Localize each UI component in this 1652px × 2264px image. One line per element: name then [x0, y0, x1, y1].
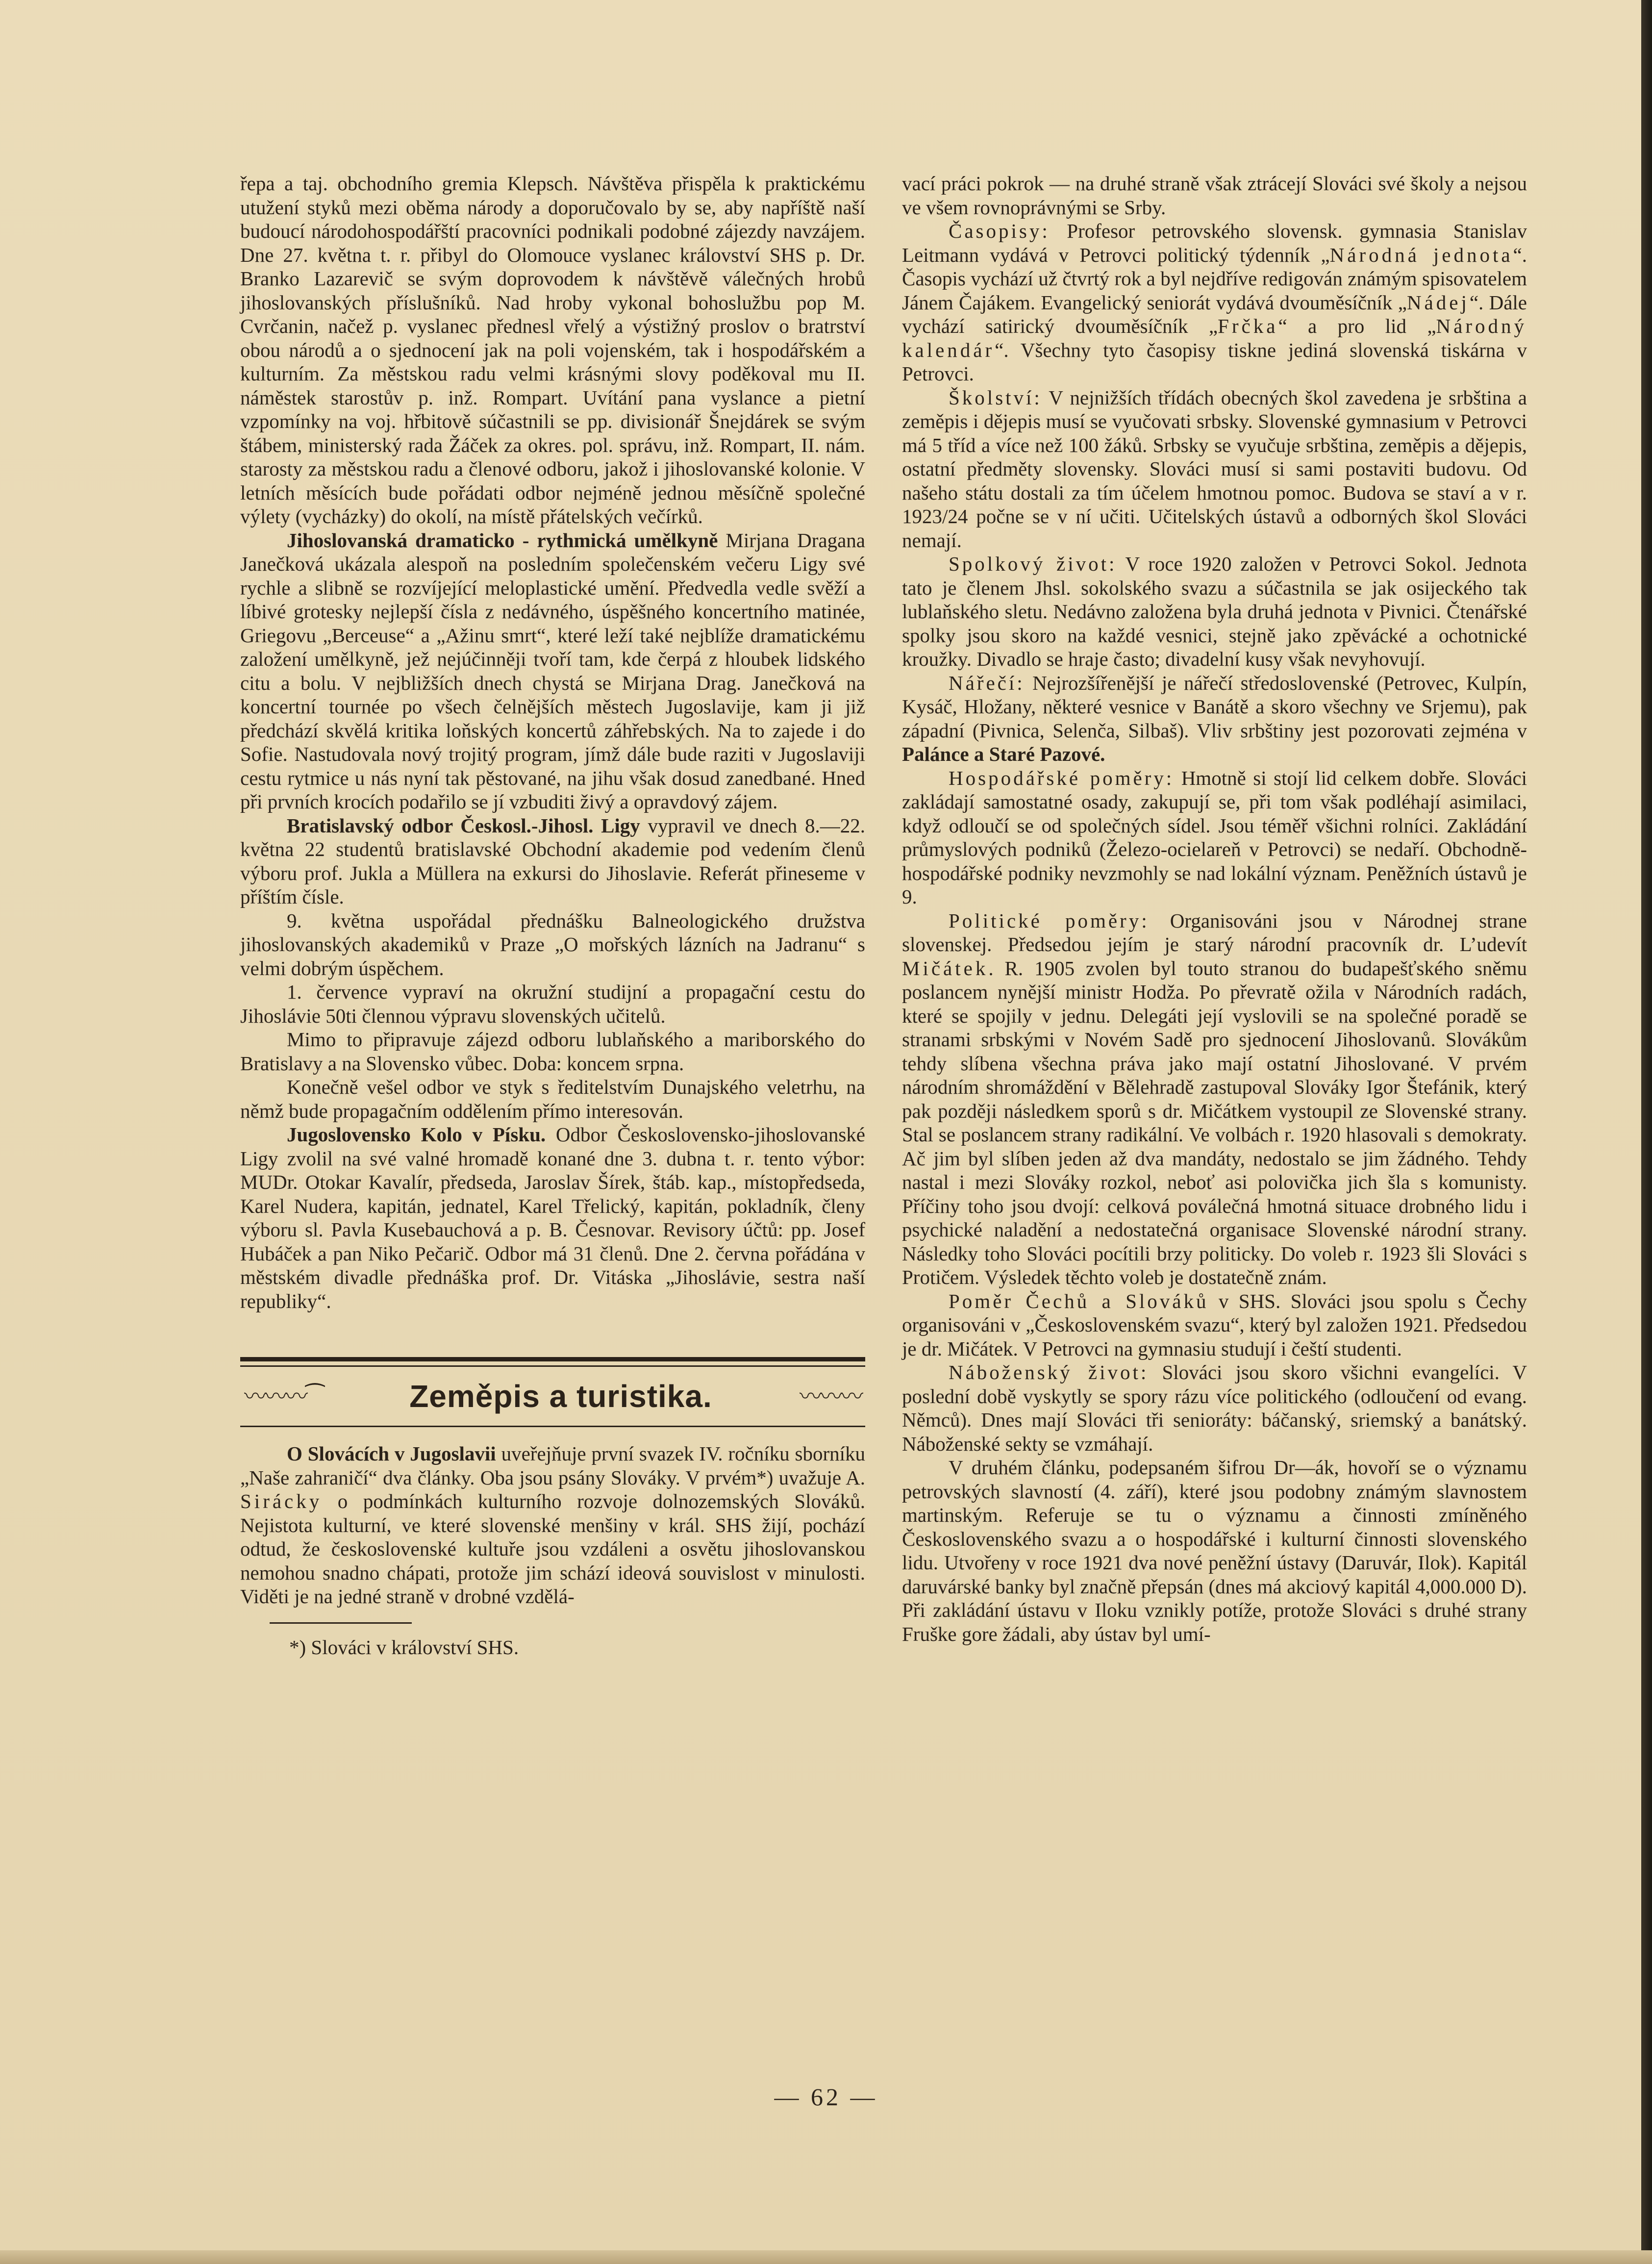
text-periodicals-b: “. Časopis vychází už čtvrtý rok a byl nejdříve redigován známým spisovatelem Jánem Čajákem. Evangelický seniorát vydává dvouměsíčník „	[902, 243, 1527, 314]
text-slovaks-yugoslavia-a: uveřejňuje první svazek IV. ročníku sborníku „Naše zahraničí“ dva články. Oba jsou psány Slováky. V prvém*) uvažuje A.	[240, 1442, 866, 1489]
paragraph-planned-trip: Mimo to připravuje zájezd odboru lublaňského a mariborského do Bratislavy a na Slovensko vůbec. Doba: koncem srpna.	[240, 1028, 865, 1075]
text-politics-a: Organisováni jsou v Národnej strane slovenskej. Předsedou jejím je starý národní pracovník dr. L’udevít	[902, 909, 1527, 956]
section-title: Zeměpis a turistika.	[409, 1378, 712, 1414]
text-periodicals-d: “ a pro lid „	[1278, 315, 1436, 337]
section-rule-thick	[240, 1357, 865, 1361]
heading-economy: Hospodářské poměry:	[949, 766, 1175, 789]
text-bratislava-branch: vypravil ve dnech 8.—22. května 22 studentů bratislavské Obchodní akademie pod vedením členů výboru prof. Jukla a Müllera na exkursi do Jihoslavie. Referát přineseme v příštím čísle.	[240, 814, 865, 908]
paragraph-olomouc-visit: řepa a taj. obchodního gremia Klepsch. Návštěva přispěla k praktickému utužení styků mezi oběma národy a doporučovalo by se, aby napříště naší budoucí národohospodářští pracovníci podnikali podobné zájezdy navzájem. Dne 27. května t. r. přibyl do Olomouce vyslanec království SHS p. Dr. Branko Lazarevič se svým doprovodem k návštěvě válečných hrobů jihoslovanských příslušníků. Nad hroby vykonal bohoslužbu pop M. Cvrčanin, načež p. vyslanec přednesl vřelý a výstižný proslov o bratrství obou národů a o sjednocení jak na poli vojenském, tak i hospodářském a kulturním. Za městskou radu velmi krásnými slovy poděkoval mu II. náměstek starostův p. inž. Rompart. Uvítání pana vyslance a pietní vzpomínky na voj. hřbitově súčastnili se pp. divisionář Šnejdárek se svým štábem, ministerský rada Žáček za okres. pol. správu, inž. Rompart, II. nám. starosty za městskou radu a členové odboru, jakož i jihoslovanské kolonie. V letních měsících bude pořádati odbor nejméně jednou měsíčně společné výlety (vycházky) do okolí, na místě přátelských večírků.	[240, 172, 865, 528]
text-periodicals-c: “. Dále vychází satirický dvouměsíčník „	[902, 291, 1527, 337]
paragraph-religion	[902, 1360, 1527, 1456]
periodical-title: Nádej	[1406, 291, 1470, 314]
paragraph-bratislava-branch	[240, 814, 865, 909]
text-schools: V nejnižších třídách obecných škol zavedena je srbština a zeměpis i dějepis musí se vyučovati srbsky. Slovenské gymnasium v Petrovci má 5 tříd a více než 100 žáků. Srbsky se vyučuje srbština, zeměpis a dějepis, ostatní předměty slovensky. Slováci musí si sami postaviti budovu. Od našeho státu dostali za tím účelem hmotnou pomoc. Budova se staví a v r. 1923/24 počne se v ní učiti. Učitelských ústavů a odborných škol Slováci nemají.	[902, 386, 1527, 552]
heading-dancer: Jihoslovanská dramaticko - rythmická umělkyně	[287, 528, 718, 552]
right-column	[902, 172, 1527, 1646]
wave-ornament-icon: 〰〰〰	[799, 1383, 861, 1409]
left-column	[240, 172, 865, 1659]
text-associations: V roce 1920 založen v Petrovci Sokol. Jednota tato je členem Jhsl. sokolského svazu a súčastnila se jak osijeckého tak lublaňského sletu. Nedávno založena byla druhá jednota v Pivnici. Čtenářské spolky jsou skoro na každé vesnici, stejně jako zpěvácké a ochotnické kroužky. Divadlo se hraje často; divadelní kusy však nevyhovují.	[902, 553, 1527, 670]
paragraph-politics	[902, 909, 1527, 1289]
paragraph-lecture: 9. května uspořádal přednášku Balneologického družstva jihoslovanských akademiků v Praze „O mořských lázních na Jadranu“ s velmi dobrým úspěchem.	[240, 909, 865, 980]
section-title-row	[240, 1367, 865, 1426]
place-names: Palánce a Staré Pazové.	[902, 743, 1105, 765]
footnote-rule	[270, 1622, 412, 1624]
text-pisek-kolo: Odbor Československo-jihoslovanské Ligy zvolil na své valné hromadě konané dne 3. dubna t. r. tento výbor: MUDr. Otokar Kavalír, předseda, Jaroslav Šírek, štáb. kap., místopředseda, Karel Nudera, kapitán, jednatel, Karel Třelický, kapitán, pokladník, členy výboru sl. Pavla Kusebauchová a p. B. Česnovar. Revisory účtů: pp. Josef Hubáček a pan Niko Pečarič. Odbor má 31 členů. Dne 2. června pořádána v městském divadle přednáška prof. Dr. Vitáska „Jihoslávie, sestra naší republiky“.	[240, 1123, 865, 1312]
heading-associations: Spolkový život:	[949, 553, 1117, 575]
text-religion: Slováci jsou skoro všichni evangelíci. V poslední době vyskytly se spory rázu více politického (odloučení od evang. Němců). Dnes mají Slováci tři senioráty: báčanský, sriemský a banátský. Náboženské sekty se vzmáhají.	[902, 1361, 1527, 1455]
author-name: Sirácky	[240, 1490, 323, 1512]
heading-dialect: Nářečí:	[949, 671, 1025, 694]
heading-pisek-kolo: Jugoslovensko Kolo v Písku.	[287, 1123, 546, 1146]
heading-bratislava-branch: Bratislavský odbor Českosl.-Jihosl. Ligy	[287, 814, 640, 837]
paragraph-dancer	[240, 528, 865, 814]
paragraph-czech-slovak-relations	[902, 1289, 1527, 1361]
footnote: *) Slováci v království SHS.	[289, 1635, 519, 1659]
paragraph-economy	[902, 766, 1527, 909]
text-politics-b: . R. 1905 zvolen byl touto stranou do budapešťského sněmu poslancem nynější ministr Hodža. Po převratě ožila v Národních radách, které se spojily v jednu. Delegáti její vyslovili se na společné poradě se stranami srbskými v Novém Sadě pro sjednocení Jihoslovanů. Slovákům tehdy slíbena všechna práva jako mají ostatní Jihoslované. V prvém národním shromáždění v Bělehradě zastupoval Slováky Igor Štefánik, který pak později následkem sporů s dr. Mičátkem vystoupil ze Slovenské strany. Stal se poslancem strany radikální. Ve volbách r. 1920 hlasovali s demokraty. Ač jim byl slíben jeden až dva mandáty, nedostalo se jim žádného. Tehdy nastal i mezi Slováky rozkol, neboť asi polovička jich šla s komunisty. Příčiny toho jsou dvojí: celková poválečná hmotná situace drobného lidu i psychické naladění a nedostatečná organisace Slovenské národní strany. Následky toho Slováci pocítili brzy politicky. Do voleb r. 1923 šli Slováci s Protičem. Výsledek těchto voleb je dostatečně znám.	[902, 956, 1527, 1288]
paragraph-slovaks-yugoslavia	[240, 1442, 865, 1609]
paragraph-continuation: vací práci pokrok — na druhé straně však ztrácejí Slováci své školy a nejsou ve všem rovnoprávnými se Srby.	[902, 172, 1527, 219]
heading-slovaks-yugoslavia: O Slovácích v Jugoslavii	[287, 1442, 496, 1465]
heading-czech-slovak-relations: Poměr Čechů a Slováků	[949, 1289, 1209, 1312]
section-rule-under	[240, 1426, 865, 1427]
periodical-title: Národná jednota	[1329, 243, 1513, 266]
person-name: Mičátek	[902, 956, 989, 980]
paragraph-dialect	[902, 671, 1527, 766]
section-header	[240, 1357, 865, 1427]
paragraph-danube-fair: Konečně vešel odbor ve styk s ředitelstvím Dunajského veletrhu, na němž bude propagačním oddělením přímo interesován.	[240, 1076, 865, 1122]
scan-edge-right	[1641, 0, 1652, 2264]
paragraph-pisek-kolo	[240, 1123, 865, 1313]
periodical-title: Frčka	[1218, 315, 1278, 337]
page-number: — 62 —	[774, 2083, 878, 2111]
text-economy: Hmotně si stojí lid celkem dobře. Slováci zakládají samostatné osady, zakupují se, při tom však podléhají asimilaci, když odloučí se od společných sídel. Jsou téměř všichni rolníci. Zakládání průmyslových podniků (Železo-ocielareň v Petrovci) se nedaří. Obchodně-hospodářské podniky nevzmohly se nad lokální význam. Peněžních ústavů je 9.	[902, 766, 1527, 908]
paragraph-second-article: V druhém článku, podepsaném šifrou Dr—ák, hovoří se o významu petrovských slavností (4. září), které jsou podobny známým slavnostem martinským. Referuje se tu o významu a činnosti zmíněného Československého svazu a o hospodářské i kulturní činnosti slovenského lidu. Utvořeny v roce 1921 dva nové peněžní ústavy (Daruvár, Ilok). Kapitál daruvárské banky byl značně přepsán (dnes má akciový kapitál 4,000.000 D). Při zakládání ústavu v Iloku vznikly potíže, protože Slováci s druhé strany Fruške gore žádali, aby ústav byl umí-	[902, 1456, 1527, 1645]
text-slovaks-yugoslavia-b: o podmínkách kulturního rozvoje dolnozemských Slováků. Nejistota kulturní, ve které slovenské menšiny v král. SHS žijí, pochází odtud, že československé kultuře jsou vzdáleni a osvětu jihoslovanskou nemohou snadno chápati, protože jim schází ideová souvislost v minulosti. Viděti je na jedné straně v drobné vzdělá-	[240, 1490, 865, 1608]
heading-schools: Školství:	[949, 386, 1042, 409]
paragraph-study-trip: 1. července vypraví na okružní studijní a propagační cestu do Jihoslávie 50ti člennou výpravu slovenských učitelů.	[240, 981, 865, 1027]
text-dancer: Mirjana Dragana Janečková ukázala alespoň na posledním společenském večeru Ligy své rychle a slibně se rozvíjející meloplastické umění. Předvedla vedle svěží a líbivé grotesky nejlepší čísla z nedávného, úspěšného koncertního matinée, Griegovu „Berceuse“ a „Ažinu smrt“, které leží také nejblíže dramatickému založení umělkyně, jež nejúčinněji tvoří tam, kde čerpá z hloubek lidského citu a bolu. V nejbližších dnech chystá se Mirjana Drag. Janečková na koncertní tournée po všech čelnějších městech Jugoslavije, kam ji již předchází skvělá kritika loňských koncertů záhřebských. Na to zajede i do Sofie. Nastudovala nový trojitý program, jímž dále bude raziti v Jugoslaviji cestu rytmice u nás nyní tak pěstované, na jihu však dosud zanedbané. Hned při prvních krocích podařilo se jí vzbuditi živý a opravdový zájem.	[240, 528, 865, 813]
heading-religion: Náboženský život:	[949, 1361, 1149, 1384]
paragraph-periodicals	[902, 219, 1527, 386]
text-dialect: Nejrozšířenější je nářečí středoslovenské (Petrovec, Kulpín, Kysáč, Hložany, některé vesnice v Banátě a skoro všechny ve Srjemu), pak západní (Pivnica, Selenča, Silbaš). Vliv srbštiny jest pozorovati zejména v	[902, 671, 1527, 742]
periodical-title: Národný kalendár	[902, 315, 1527, 361]
paragraph-associations	[902, 552, 1527, 671]
heading-politics: Politické poměry:	[949, 909, 1150, 932]
text-periodicals-e: “. Všechny tyto časopisy tiskne jediná slovenská tiskárna v Petrovci.	[902, 338, 1527, 385]
paragraph-schools	[902, 386, 1527, 553]
heading-periodicals: Časopisy:	[949, 220, 1050, 242]
text-periodicals-a: Profesor petrovského slovensk. gymnasia Stanislav Leitmann vydává v Petrovci politický týdenník „	[902, 220, 1527, 266]
text-czech-slovak-relations: v SHS. Slováci jsou spolu s Čechy organisováni v „Československém svazu“, který byl založen 1921. Předsedou je dr. Mičátek. V Petrovci na gymnasiu studují i čeští studenti.	[902, 1289, 1527, 1360]
scan-edge-bottom	[0, 2250, 1652, 2264]
wave-ornament-icon: 〰〰〰⁀	[244, 1383, 322, 1409]
